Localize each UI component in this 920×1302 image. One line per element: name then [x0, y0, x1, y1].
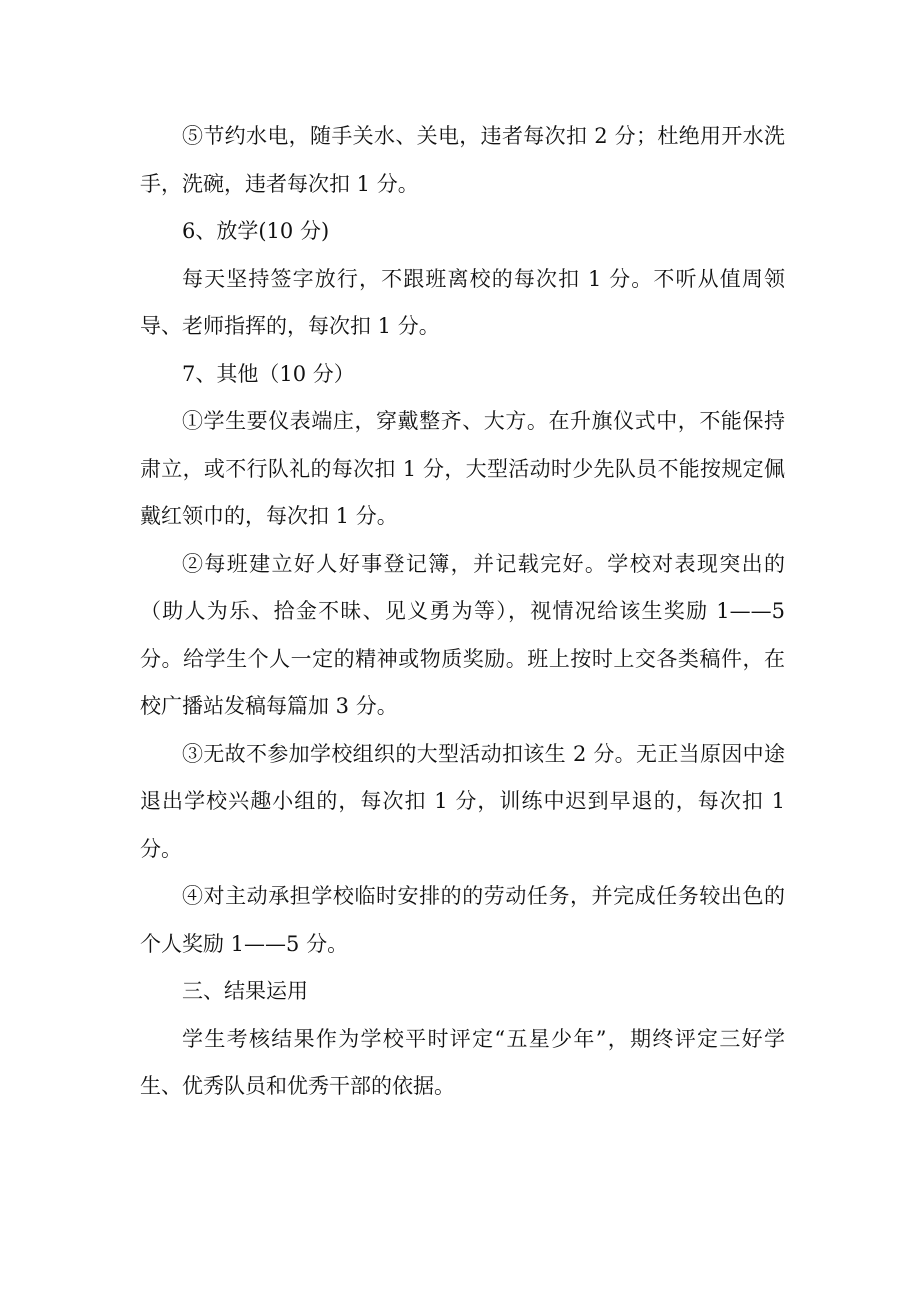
heading-dismissal: 6、放学(10 分): [182, 219, 330, 243]
paragraph-results-usage: 学生考核结果作为学校平时评定“五星少年”，期终评定三好学生、优秀队员和优秀干部的依据。: [140, 1026, 785, 1098]
heading-other: 7、其他（10 分）: [182, 361, 355, 386]
heading-results: 三、结果运用: [182, 979, 308, 1003]
paragraph-activities: ③无故不参加学校组织的大型活动扣该生 2 分。无正当原因中途退出学校兴趣小组的，每次扣 1 分，训练中迟到早退的，每次扣 1 分。: [140, 741, 785, 861]
paragraph-dismissal-rules: 每天坚持签字放行，不跟班离校的每次扣 1 分。不听从值周领导、老师指挥的，每次扣 1 分。: [140, 266, 785, 338]
paragraph-appearance: ①学生要仪表端庄，穿戴整齐、大方。在升旗仪式中，不能保持肃立，或不行队礼的每次扣 1 分，大型活动时少先队员不能按规定佩戴红领巾的，每次扣 1 分。: [140, 409, 785, 528]
paragraph-good-deeds: ②每班建立好人好事登记簿，并记载完好。学校对表现突出的（助人为乐、拾金不昧、见义勇为等），视情况给该生奖励 1——5 分。给学生个人一定的精神或物质奖励。班上按时上交各类稿件，在校广播站发稿每篇加 3 分。: [140, 551, 785, 718]
paragraph-labor-tasks: ④对主动承担学校临时安排的的劳动任务，并完成任务较出色的个人奖励 1——5 分。: [140, 884, 785, 956]
document-body: [140, 113, 785, 1111]
paragraph-water-electricity: ⑤节约水电，随手关水、关电，违者每次扣 2 分；杜绝用开水洗手，洗碗，违者每次扣 1 分。: [140, 124, 785, 196]
